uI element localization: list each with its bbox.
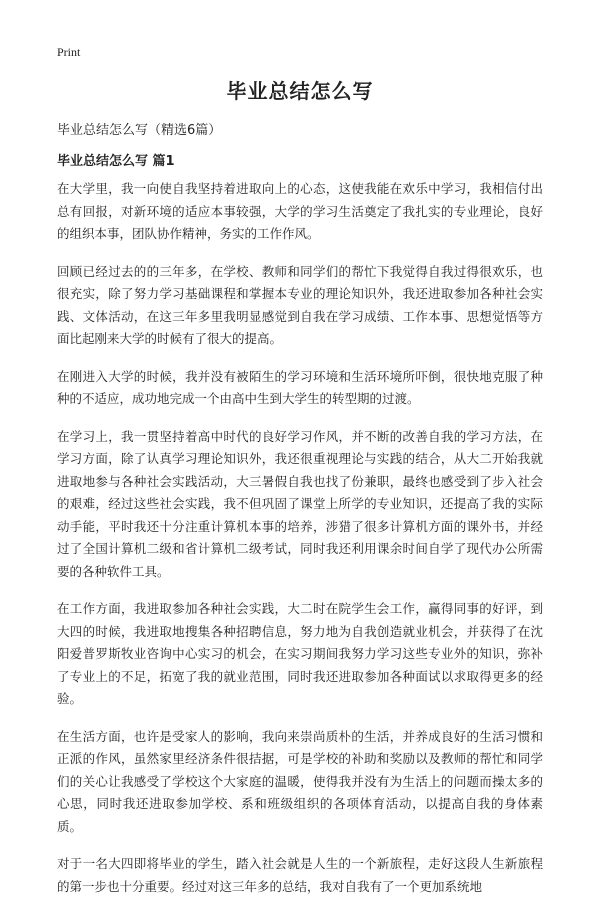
paragraph: 在生活方面，也许是受家人的影响，我向来崇尚质朴的生活，并养成良好的生活习惯和正派的作风，虽然家里经济条件很拮据，可是学校的补助和奖励以及教师的帮忙和同学们的关心让我感受了学校这个大家庭的温暖，使得我并没有为生活上的问题而操太多的心思，同时我还进取参加学校、系和班级组织的各项体育活动，以提高自我的身体素质。 bbox=[57, 728, 543, 834]
paragraph: 回顾已经过去的的三年多，在学校、教师和同学们的帮忙下我觉得自我过得很欢乐，也很充实，除了努力学习基础课程和掌握本专业的理论知识外，我还进取参加各种社会实践、文体活动，在这三年多里我明显感觉到自我在学习成绩、工作本事、思想觉悟等方面比起刚来大学的时候有了很大的提高。 bbox=[57, 263, 543, 346]
paragraph: 在大学里，我一向使自我坚持着进取向上的心态，这使我能在欢乐中学习，我相信付出总有回报，对新环境的适应本事较强，大学的学习生活奠定了我扎实的专业理论，良好的组织本事，团队协作精神，务实的工作作风。 bbox=[57, 181, 543, 241]
section-heading: 毕业总结怎么写 篇1 bbox=[57, 154, 175, 169]
print-link[interactable]: Print bbox=[57, 45, 81, 59]
document-subtitle: 毕业总结怎么写（精选6篇） bbox=[57, 123, 222, 138]
page-title: 毕业总结怎么写 bbox=[226, 79, 374, 103]
paragraph: 在工作方面，我进取参加各种社会实践，大二时在院学生会工作，赢得同事的好评，到大四的时候，我进取地搜集各种招聘信息，努力地为自我创造就业机会，并获得了在沈阳爱普罗斯牧业咨询中心实习的机会，在实习期间我努力学习这些专业外的知识，弥补了专业上的不足，拓宽了我的就业范围，同时我还进取参加各种面试以求取得更多的经验。 bbox=[57, 601, 543, 706]
article-body bbox=[57, 178, 543, 913]
paragraph: 对于一名大四即将毕业的学生，踏入社会就是人生的一个新旅程，走好这段人生新旅程的第一步也十分重要。经过对这三年多的总结，我对自我有了一个更加系统地 bbox=[57, 856, 543, 894]
paragraph: 在刚进入大学的时候，我并没有被陌生的学习环境和生活环境所吓倒，很快地克服了种种的不适应，成功地完成一个由高中生到大学生的转型期的过渡。 bbox=[57, 368, 543, 406]
paragraph: 在学习上，我一贯坚持着高中时代的良好学习作风，并不断的改善自我的学习方法，在学习方面，除了认真学习理论知识外，我还很重视理论与实践的结合，从大二开始我就进取地参与各种社会实践活动，大三暑假自我也找了份兼职，最终也感受到了步入社会的艰难，经过这些社会实践，我不但巩固了课堂上所学的专业知识，还提高了我的实际动手能，平时我还十分注重计算机本事的培养，涉猎了很多计算机方面的课外书，并经过了全国计算机二级和省计算机二级考试，同时我还利用课余时间自学了现代办公所需要的各种软件工具。 bbox=[57, 428, 543, 579]
